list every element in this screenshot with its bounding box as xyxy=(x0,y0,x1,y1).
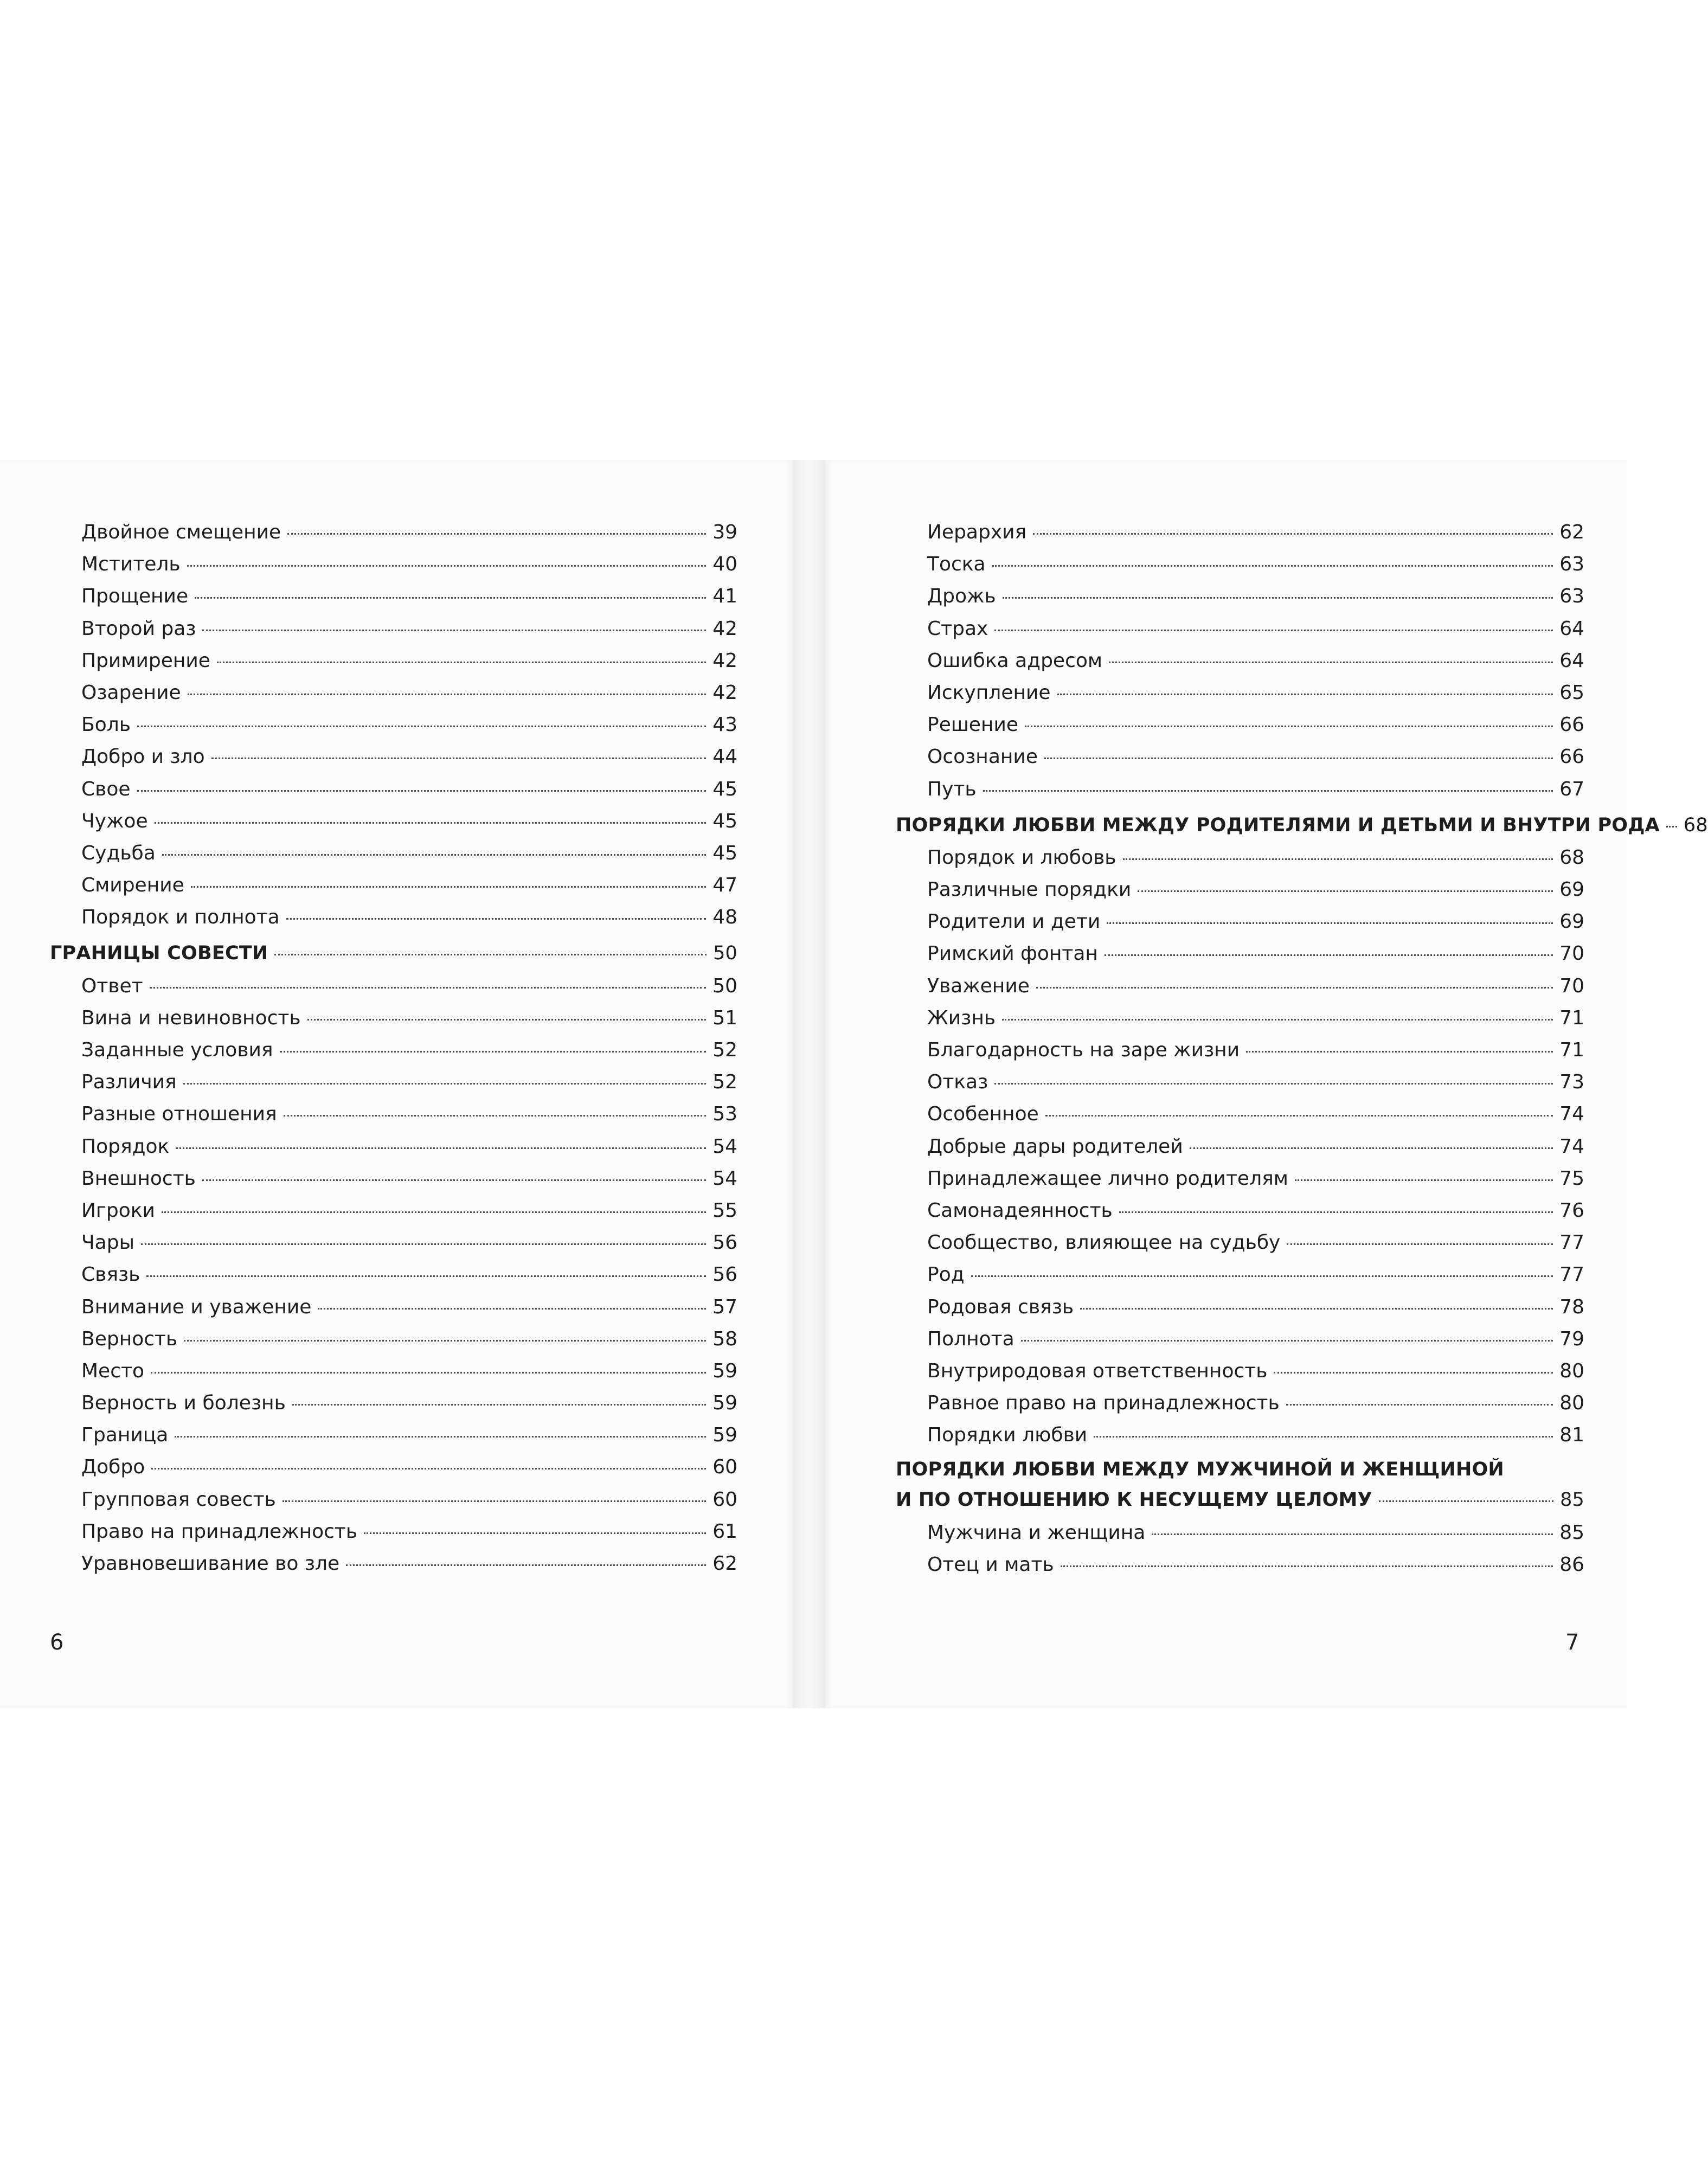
toc-entry-page-number: 81 xyxy=(1559,1424,1584,1447)
toc-entry xyxy=(50,1291,737,1323)
toc-entry-title: Вина и невиновность xyxy=(81,1006,301,1029)
toc-entry-title: Мужчина и женщина xyxy=(927,1521,1146,1544)
toc-entry-title: Иерархия xyxy=(927,521,1027,543)
dot-leader xyxy=(1107,922,1553,924)
toc-entry-title: ПОРЯДКИ ЛЮБВИ МЕЖДУ РОДИТЕЛЯМИ И ДЕТЬМИ И ВНУТРИ РОДА xyxy=(896,814,1660,836)
dot-leader xyxy=(155,822,707,824)
toc-entry-title: Уравновешивание во зле xyxy=(81,1552,340,1575)
dot-leader xyxy=(994,1083,1553,1084)
dot-leader xyxy=(983,790,1553,792)
toc-entry-page-number: 86 xyxy=(1559,1553,1584,1576)
toc-entry-page-number: 64 xyxy=(1559,649,1584,672)
toc-entry xyxy=(50,1516,737,1548)
toc-entry xyxy=(50,677,737,709)
toc-entry-page-number: 51 xyxy=(712,1006,737,1029)
toc-section-heading xyxy=(50,938,737,970)
toc-entry xyxy=(896,1517,1584,1549)
toc-entry-page-number: 50 xyxy=(712,974,737,997)
toc-entry xyxy=(896,548,1584,580)
toc-entry-page-number: 40 xyxy=(712,553,737,576)
toc-entry xyxy=(50,516,737,548)
toc-entry-page-number: 80 xyxy=(1559,1392,1584,1415)
toc-entry-title: Прощение xyxy=(81,585,189,608)
dot-leader xyxy=(1033,533,1553,535)
toc-entry-page-number: 39 xyxy=(712,521,737,543)
toc-entry-title: Смирение xyxy=(81,874,184,897)
toc-entry xyxy=(896,1291,1584,1323)
toc-entry-page-number: 78 xyxy=(1559,1295,1584,1318)
left-page xyxy=(0,460,793,1708)
toc-entry-title: Судьба xyxy=(81,842,156,864)
dot-leader xyxy=(162,1211,706,1213)
toc-entry xyxy=(50,1131,737,1163)
toc-entry xyxy=(50,970,737,1002)
toc-section-heading xyxy=(896,1484,1584,1516)
toc-entry-page-number: 77 xyxy=(1559,1263,1584,1286)
toc-entry-page-number: 66 xyxy=(1559,714,1584,736)
toc-entry xyxy=(896,938,1584,970)
dot-leader xyxy=(364,1532,706,1534)
toc-entry-page-number: 52 xyxy=(712,1071,737,1094)
dot-leader xyxy=(1138,890,1553,892)
toc-entry-title: Верность xyxy=(81,1327,178,1350)
toc-entry-page-number: 73 xyxy=(1559,1071,1584,1094)
toc-entry-title: Уважение xyxy=(927,974,1030,997)
toc-entry-title: Дрожь xyxy=(927,585,996,608)
toc-entry xyxy=(896,645,1584,677)
toc-entry xyxy=(896,1131,1584,1163)
toc-entry xyxy=(50,1195,737,1227)
dot-leader xyxy=(286,918,706,920)
toc-entry-page-number: 68 xyxy=(1683,814,1708,836)
page-number: 6 xyxy=(50,1630,64,1655)
toc-entry xyxy=(896,1549,1584,1581)
toc-entry xyxy=(50,1098,737,1130)
toc-entry-title: Осознание xyxy=(927,746,1038,768)
toc-entry-title: Добрые дары родителей xyxy=(927,1135,1183,1158)
toc-entry xyxy=(896,677,1584,709)
dot-leader xyxy=(1123,858,1553,860)
toc-entry-page-number: 85 xyxy=(1559,1521,1584,1544)
dot-leader xyxy=(183,1083,707,1084)
toc-entry-title: Род xyxy=(927,1263,965,1286)
dot-leader xyxy=(1003,597,1553,599)
toc-entry xyxy=(896,842,1584,874)
toc-entry xyxy=(50,1419,737,1451)
toc-entry-title: Родовая связь xyxy=(927,1295,1074,1318)
toc-entry xyxy=(50,837,737,869)
toc-entry-page-number: 85 xyxy=(1560,1489,1584,1511)
toc-entry-page-number: 42 xyxy=(712,681,737,704)
toc-entry-title: Заданные условия xyxy=(81,1039,273,1061)
dot-leader xyxy=(1105,954,1553,956)
toc-entry-title: И ПО ОТНОШЕНИЮ К НЕСУЩЕМУ ЦЕЛОМУ xyxy=(896,1489,1372,1511)
dot-leader xyxy=(162,854,706,856)
toc-entry xyxy=(896,1195,1584,1227)
toc-entry xyxy=(50,613,737,645)
toc-entry xyxy=(50,741,737,773)
toc-entry-page-number: 76 xyxy=(1559,1199,1584,1222)
dot-leader xyxy=(1036,987,1553,989)
dot-leader xyxy=(287,533,706,535)
toc-entry-title: Место xyxy=(81,1359,144,1382)
dot-leader xyxy=(184,1340,706,1342)
toc-entry-page-number: 41 xyxy=(712,585,737,608)
dot-leader xyxy=(141,1243,706,1245)
dot-leader xyxy=(292,1404,706,1406)
toc-entry-title: Разные отношения xyxy=(81,1103,277,1126)
toc-entry-title: Внимание и уважение xyxy=(81,1295,312,1318)
toc-entry xyxy=(896,1387,1584,1419)
toc-entry-page-number: 42 xyxy=(712,617,737,640)
toc-entry xyxy=(50,901,737,933)
dot-leader xyxy=(211,758,706,759)
toc-entry-page-number: 74 xyxy=(1559,1103,1584,1126)
toc-entry-page-number: 66 xyxy=(1559,746,1584,768)
toc-entry-title: Римский фонтан xyxy=(927,942,1098,965)
toc-entry-title: Путь xyxy=(927,778,977,800)
toc-entry xyxy=(50,805,737,837)
dot-leader xyxy=(191,886,706,888)
dot-leader xyxy=(971,1275,1553,1277)
toc-entry xyxy=(896,1066,1584,1098)
toc-entry-page-number: 44 xyxy=(712,746,737,768)
dot-leader xyxy=(1045,1115,1553,1116)
toc-entry xyxy=(896,613,1584,645)
toc-entry-title: Порядки любви xyxy=(927,1424,1088,1447)
toc-entry-title: Особенное xyxy=(927,1103,1039,1126)
toc-entry-title: Различные порядки xyxy=(927,878,1132,901)
toc-entry-title: Принадлежащее лично родителям xyxy=(927,1167,1288,1190)
dot-leader xyxy=(151,1372,706,1374)
dot-leader xyxy=(151,1468,706,1469)
toc-entry-page-number: 68 xyxy=(1559,846,1584,869)
toc-entry xyxy=(50,1227,737,1259)
dot-leader xyxy=(1044,758,1553,759)
dot-leader xyxy=(137,726,706,727)
toc-entry xyxy=(896,874,1584,906)
dot-leader xyxy=(1666,826,1677,827)
toc-entry-title: Решение xyxy=(927,714,1019,736)
toc-entry-title: Озарение xyxy=(81,681,181,704)
toc-entry-page-number: 62 xyxy=(712,1552,737,1575)
dot-leader xyxy=(318,1308,706,1310)
dot-leader xyxy=(1287,1243,1553,1245)
toc-entry-title: Родители и дети xyxy=(927,910,1101,933)
toc-entry xyxy=(896,741,1584,773)
dot-leader xyxy=(175,1436,706,1438)
toc-entry xyxy=(896,1259,1584,1291)
toc-entry xyxy=(50,1323,737,1355)
toc-entry-page-number: 79 xyxy=(1559,1327,1584,1350)
toc-entry-page-number: 71 xyxy=(1559,1006,1584,1029)
toc-entry-title: Порядок и любовь xyxy=(927,846,1116,869)
toc-entry-title: Примирение xyxy=(81,649,210,672)
toc-entry-page-number: 69 xyxy=(1559,910,1584,933)
toc-entry-page-number: 45 xyxy=(712,778,737,800)
toc-entry xyxy=(896,1098,1584,1130)
dot-leader xyxy=(1274,1372,1553,1374)
toc-entry-page-number: 52 xyxy=(712,1039,737,1061)
toc-entry-page-number: 42 xyxy=(712,649,737,672)
toc-entry xyxy=(896,580,1584,612)
toc-entry-title: Двойное смещение xyxy=(81,521,281,543)
dot-leader xyxy=(992,565,1553,567)
toc-entry-page-number: 62 xyxy=(1559,521,1584,543)
toc-entry-page-number: 53 xyxy=(712,1103,737,1126)
dot-leader xyxy=(150,987,707,989)
toc-entry xyxy=(50,1548,737,1580)
toc-entry-page-number: 45 xyxy=(712,842,737,864)
toc-entry-title: Связь xyxy=(81,1263,140,1286)
toc-section-heading xyxy=(896,1455,1584,1484)
toc-entry xyxy=(896,1034,1584,1066)
toc-entry xyxy=(896,773,1584,805)
toc-entry-page-number: 60 xyxy=(712,1456,737,1479)
dot-leader xyxy=(187,565,707,567)
toc-entry-title: Различия xyxy=(81,1071,177,1094)
toc-entry-title: Тоска xyxy=(927,553,986,576)
toc-entry xyxy=(50,1034,737,1066)
dot-leader xyxy=(1379,1500,1553,1502)
toc-entry xyxy=(896,709,1584,741)
toc-entry-title: Страх xyxy=(927,617,988,640)
toc-entry-page-number: 61 xyxy=(712,1520,737,1543)
toc-entry xyxy=(50,548,737,580)
toc-entry-title: Добро и зло xyxy=(81,746,205,768)
toc-entry-title: Право на принадлежность xyxy=(81,1520,358,1543)
toc-entry xyxy=(50,1355,737,1387)
toc-entry-title: Отказ xyxy=(927,1071,988,1094)
dot-leader xyxy=(346,1564,706,1566)
toc-entry-page-number: 64 xyxy=(1559,617,1584,640)
toc-entry-page-number: 60 xyxy=(712,1488,737,1511)
toc-entry-title: Искупление xyxy=(927,681,1051,704)
toc-entry-title: Порядок и полнота xyxy=(81,906,280,929)
toc-entry-title: Внутриродовая ответственность xyxy=(927,1359,1268,1382)
dot-leader xyxy=(217,662,706,663)
toc-entry-title: Порядок xyxy=(81,1135,170,1158)
dot-leader xyxy=(307,1019,707,1021)
toc-entry xyxy=(50,709,737,741)
dot-leader xyxy=(282,1500,706,1502)
toc-entry xyxy=(50,869,737,901)
toc-entry-title: Игроки xyxy=(81,1199,155,1222)
dot-leader xyxy=(1190,1147,1553,1149)
dot-leader xyxy=(1286,1404,1553,1406)
toc-entry-title: Свое xyxy=(81,778,131,800)
dot-leader xyxy=(274,954,707,955)
toc-entry-page-number: 63 xyxy=(1559,553,1584,576)
toc-entry xyxy=(896,1163,1584,1195)
toc-entry-page-number: 56 xyxy=(712,1263,737,1286)
toc-entry xyxy=(50,773,737,805)
toc-entry-page-number: 80 xyxy=(1559,1359,1584,1382)
toc-entry xyxy=(896,906,1584,938)
dot-leader xyxy=(1152,1533,1553,1535)
dot-leader xyxy=(284,1115,706,1116)
toc-entry-page-number: 55 xyxy=(712,1199,737,1222)
left-toc-list xyxy=(50,516,737,1580)
toc-entry-title: Равное право на принадлежность xyxy=(927,1392,1280,1415)
toc-entry-title: Отец и мать xyxy=(927,1553,1054,1576)
toc-entry-page-number: 75 xyxy=(1559,1167,1584,1190)
toc-entry-page-number: 65 xyxy=(1559,681,1584,704)
toc-entry xyxy=(50,1163,737,1195)
dot-leader xyxy=(202,1179,706,1181)
dot-leader xyxy=(188,694,707,695)
toc-entry-page-number: 47 xyxy=(712,874,737,897)
dot-leader xyxy=(137,790,707,792)
toc-entry-title: Самонадеянность xyxy=(927,1199,1113,1222)
toc-entry-page-number: 63 xyxy=(1559,585,1584,608)
toc-entry-title: Внешность xyxy=(81,1167,196,1190)
toc-entry xyxy=(50,580,737,612)
toc-entry-title: Добро xyxy=(81,1456,145,1479)
toc-entry-title: Групповая совесть xyxy=(81,1488,276,1511)
dot-leader xyxy=(1246,1051,1553,1053)
toc-entry-title: Мститель xyxy=(81,553,181,576)
toc-entry-page-number: 67 xyxy=(1559,778,1584,800)
toc-entry-page-number: 54 xyxy=(712,1135,737,1158)
toc-entry-title: Благодарность на заре жизни xyxy=(927,1039,1240,1061)
dot-leader xyxy=(1002,1019,1553,1021)
dot-leader xyxy=(1080,1308,1553,1310)
toc-entry xyxy=(50,1066,737,1098)
toc-entry-title: Жизнь xyxy=(927,1006,996,1029)
toc-entry xyxy=(896,970,1584,1002)
toc-entry-page-number: 70 xyxy=(1559,974,1584,997)
toc-entry-page-number: 54 xyxy=(712,1167,737,1190)
dot-leader xyxy=(1057,694,1553,695)
toc-entry-title: Боль xyxy=(81,714,131,736)
toc-entry xyxy=(896,1323,1584,1355)
toc-entry-title: Чары xyxy=(81,1231,135,1254)
toc-entry-page-number: 48 xyxy=(712,906,737,929)
toc-entry-page-number: 45 xyxy=(712,810,737,832)
dot-leader xyxy=(202,630,706,631)
toc-entry xyxy=(896,1355,1584,1387)
toc-entry xyxy=(50,1451,737,1483)
dot-leader xyxy=(1025,726,1553,727)
toc-entry xyxy=(50,1387,737,1419)
dot-leader xyxy=(1119,1211,1553,1213)
toc-entry-page-number: 59 xyxy=(712,1359,737,1382)
toc-entry-title: Ошибка адресом xyxy=(927,649,1103,672)
toc-entry xyxy=(896,516,1584,548)
dot-leader xyxy=(195,597,706,599)
toc-entry-page-number: 57 xyxy=(712,1295,737,1318)
toc-entry-page-number: 74 xyxy=(1559,1135,1584,1158)
dot-leader xyxy=(176,1147,706,1149)
toc-entry xyxy=(896,1419,1584,1451)
toc-entry xyxy=(896,1227,1584,1259)
toc-entry xyxy=(50,1259,737,1291)
toc-entry-title: ПОРЯДКИ ЛЮБВИ МЕЖДУ МУЖЧИНОЙ И ЖЕНЩИНОЙ xyxy=(896,1459,1504,1481)
dot-leader xyxy=(1094,1436,1553,1438)
dot-leader xyxy=(994,630,1553,631)
toc-entry xyxy=(896,1002,1584,1034)
toc-entry-title: ГРАНИЦЫ СОВЕСТИ xyxy=(50,942,268,965)
toc-entry-page-number: 59 xyxy=(712,1424,737,1447)
toc-entry-page-number: 71 xyxy=(1559,1039,1584,1061)
book-gutter xyxy=(793,460,825,1708)
toc-entry xyxy=(50,1484,737,1516)
right-page xyxy=(825,460,1708,1708)
dot-leader xyxy=(1021,1340,1553,1342)
right-toc-list xyxy=(896,516,1708,1581)
dot-leader xyxy=(146,1275,706,1277)
toc-entry-page-number: 50 xyxy=(713,942,737,965)
toc-entry-title: Сообщество, влияющее на судьбу xyxy=(927,1231,1281,1254)
toc-entry-title: Граница xyxy=(81,1424,169,1447)
toc-entry-page-number: 69 xyxy=(1559,878,1584,901)
toc-entry-page-number: 43 xyxy=(712,714,737,736)
toc-entry-page-number: 56 xyxy=(712,1231,737,1254)
dot-leader xyxy=(1109,662,1553,663)
toc-entry-title: Ответ xyxy=(81,974,143,997)
dot-leader xyxy=(280,1051,707,1053)
toc-entry-page-number: 70 xyxy=(1559,942,1584,965)
toc-entry xyxy=(50,1002,737,1034)
toc-entry-title: Второй раз xyxy=(81,617,196,640)
toc-entry xyxy=(50,645,737,677)
toc-entry-page-number: 77 xyxy=(1559,1231,1584,1254)
toc-entry-page-number: 58 xyxy=(712,1327,737,1350)
dot-leader xyxy=(1295,1179,1553,1181)
toc-entry-title: Полнота xyxy=(927,1327,1014,1350)
toc-section-heading xyxy=(896,810,1708,842)
toc-entry-title: Верность и болезнь xyxy=(81,1392,286,1415)
toc-entry-page-number: 59 xyxy=(712,1392,737,1415)
dot-leader xyxy=(1061,1565,1553,1567)
page-number: 7 xyxy=(1565,1630,1579,1655)
toc-entry-title: Чужое xyxy=(81,810,148,832)
